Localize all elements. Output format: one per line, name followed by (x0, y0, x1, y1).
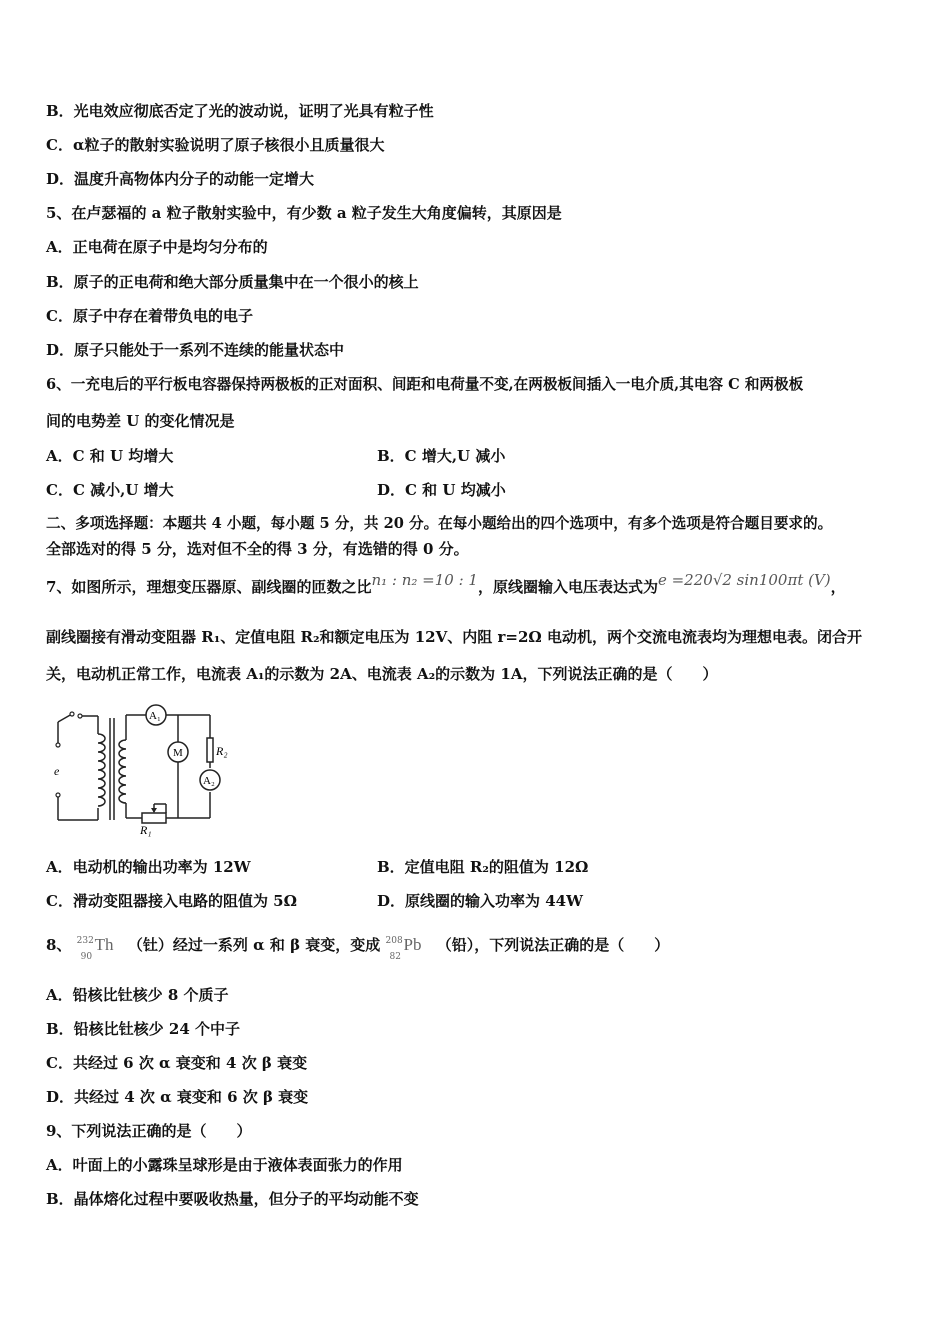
thorium-mass-number: 232 (76, 936, 94, 946)
rheostat-r1-label: R₁ (140, 823, 152, 837)
section2-heading-line2: 全部选对的得 5 分，选对但不全的得 3 分，有选错的得 0 分。 (46, 540, 469, 558)
lead-mass-number: 208 (385, 936, 403, 946)
source-e-label: e (54, 764, 60, 778)
q9-option-a: A．叶面上的小露珠呈球形是由于液体表面张力的作用 (46, 1156, 403, 1174)
q8-option-a: A．铅核比钍核少 8 个质子 (46, 986, 229, 1004)
q6-option-c: C．C 减小,U 增大 (46, 481, 174, 499)
q7-option-c: C．滑动变阻器接入电路的阻值为 5Ω (46, 892, 297, 910)
q9-option-b: B．晶体熔化过程中要吸收热量，但分子的平均动能不变 (46, 1190, 419, 1208)
q8-stem-middle: （钍）经过一系列 α 和 β 衰变，变成 (127, 936, 381, 954)
thorium-nuclide (77, 932, 123, 960)
q8-number: 8、 (46, 936, 72, 954)
ammeter-a1-label: A₁ (149, 710, 161, 722)
q8-option-d: D．共经过 4 次 α 衰变和 6 次 β 衰变 (46, 1088, 309, 1106)
q7-stem-line2: 副线圈接有滑动变阻器 R₁、定值电阻 R₂和额定电压为 12V、内阻 r=2Ω 电动机，两个交流电流表均为理想电表。闭合开 (46, 628, 862, 646)
lead-nuclide (386, 932, 432, 960)
q7-option-a: A．电动机的输出功率为 12W (46, 858, 251, 876)
q7-option-b: B．定值电阻 R₂的阻值为 12Ω (377, 858, 589, 876)
lead-symbol: Pb (403, 935, 422, 954)
q5-stem: 5、在卢瑟福的 a 粒子散射实验中，有少数 a 粒子发生大角度偏转，其原因是 (46, 204, 562, 222)
q5-option-c: C．原子中存在着带负电的电子 (46, 307, 253, 325)
q7-stem-line3: 关，电动机正常工作，电流表 A₁的示数为 2A、电流表 A₂的示数为 1A，下列说法正确的是（ ） (46, 665, 718, 683)
resistor-r2-label: R₂ (216, 744, 228, 758)
q9-stem: 9、下列说法正确的是（ ） (46, 1122, 252, 1140)
q7-voltage-formula: e =220√2 sin100πt (V) (657, 571, 831, 589)
thorium-symbol: Th (94, 935, 114, 954)
q6-stem-line2: 间的电势差 U 的变化情况是 (46, 412, 235, 430)
q7-ratio-formula: n₁ : n₂ =10 : 1 (371, 571, 478, 589)
q7-stem-part3: ， (830, 578, 846, 596)
q6-stem-line1: 6、一充电后的平行板电容器保持两极板的正对面积、间距和电荷量不变,在两极板间插入一电介质,其电容 C 和两极板 (46, 376, 804, 393)
motor-label: M (173, 747, 183, 759)
q7-circuit-diagram (50, 700, 230, 840)
lead-atomic-number: 82 (389, 952, 401, 962)
q8-stem (46, 930, 669, 960)
q4-option-b: B．光电效应彻底否定了光的波动说，证明了光具有粒子性 (46, 102, 434, 120)
q7-stem-part2: ，原线圈输入电压表达式为 (477, 578, 658, 596)
q7-stem-part1: 7、如图所示，理想变压器原、副线圈的匝数之比 (46, 578, 372, 596)
ammeter-a2-label: A₂ (203, 775, 215, 787)
thorium-atomic-number: 90 (80, 952, 93, 962)
q5-option-a: A．正电荷在原子中是均匀分布的 (46, 238, 268, 256)
q4-option-c: C．α粒子的散射实验说明了原子核很小且质量很大 (46, 136, 385, 154)
q6-option-b: B．C 增大,U 减小 (377, 447, 506, 465)
q7-stem-line1 (46, 571, 846, 597)
q6-option-a: A．C 和 U 均增大 (46, 447, 174, 465)
q8-stem-end: （铅），下列说法正确的是（ ） (436, 936, 670, 954)
q4-option-d: D．温度升高物体内分子的动能一定增大 (46, 170, 315, 188)
q6-option-d: D．C 和 U 均减小 (377, 481, 506, 499)
q7-option-d: D．原线圈的输入功率为 44W (377, 892, 583, 910)
q5-option-b: B．原子的正电荷和绝大部分质量集中在一个很小的核上 (46, 273, 419, 291)
section2-heading-line1: 二、多项选择题：本题共 4 小题，每小题 5 分，共 20 分。在每小题给出的四个选项中，有多个选项是符合题目要求的。 (46, 515, 833, 532)
q8-option-b: B．铅核比钍核少 24 个中子 (46, 1020, 240, 1038)
q5-option-d: D．原子只能处于一系列不连续的能量状态中 (46, 341, 345, 359)
q8-option-c: C．共经过 6 次 α 衰变和 4 次 β 衰变 (46, 1054, 308, 1072)
